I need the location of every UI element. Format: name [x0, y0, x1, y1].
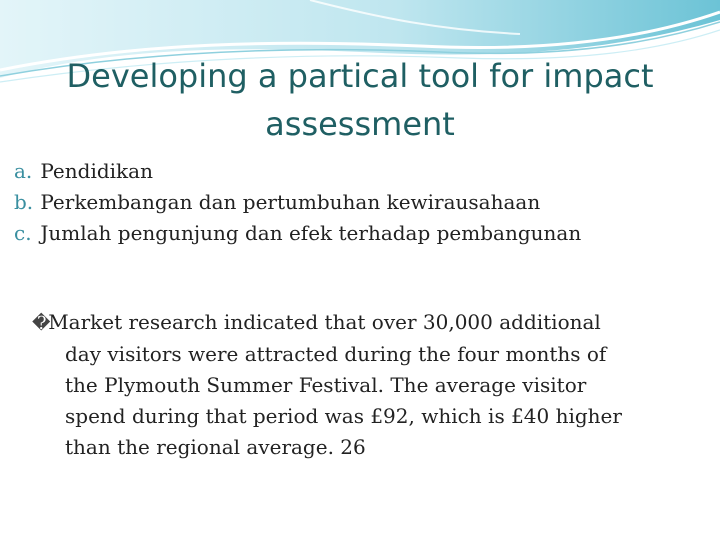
- slide-title: [30, 52, 690, 148]
- title-line-1: Developing a partical tool for impact: [66, 57, 654, 95]
- title-line-2: assessment: [265, 105, 455, 143]
- lettered-list: [14, 156, 704, 249]
- note-line: spend during that period was £92, which is £40 higher: [65, 404, 622, 428]
- list-item-text: Pendidikan: [40, 159, 153, 183]
- note-line: Market research indicated that over 30,000 additional: [48, 310, 601, 334]
- market-research-note: [34, 307, 694, 463]
- list-item: [14, 187, 704, 218]
- list-item: [14, 218, 704, 249]
- note-line: day visitors were attracted during the four months of: [65, 342, 607, 366]
- list-marker: a.: [14, 159, 33, 183]
- list-marker: b.: [14, 190, 34, 214]
- note-line: than the regional average. 26: [65, 435, 366, 459]
- bullet-icon: �: [32, 313, 51, 334]
- note-line: the Plymouth Summer Festival. The average visitor: [65, 373, 587, 397]
- list-item: [14, 156, 704, 187]
- list-item-text: Jumlah pengunjung dan efek terhadap pembangunan: [40, 221, 582, 245]
- list-marker: c.: [14, 221, 32, 245]
- list-item-text: Perkembangan dan pertumbuhan kewirausahaan: [40, 190, 541, 214]
